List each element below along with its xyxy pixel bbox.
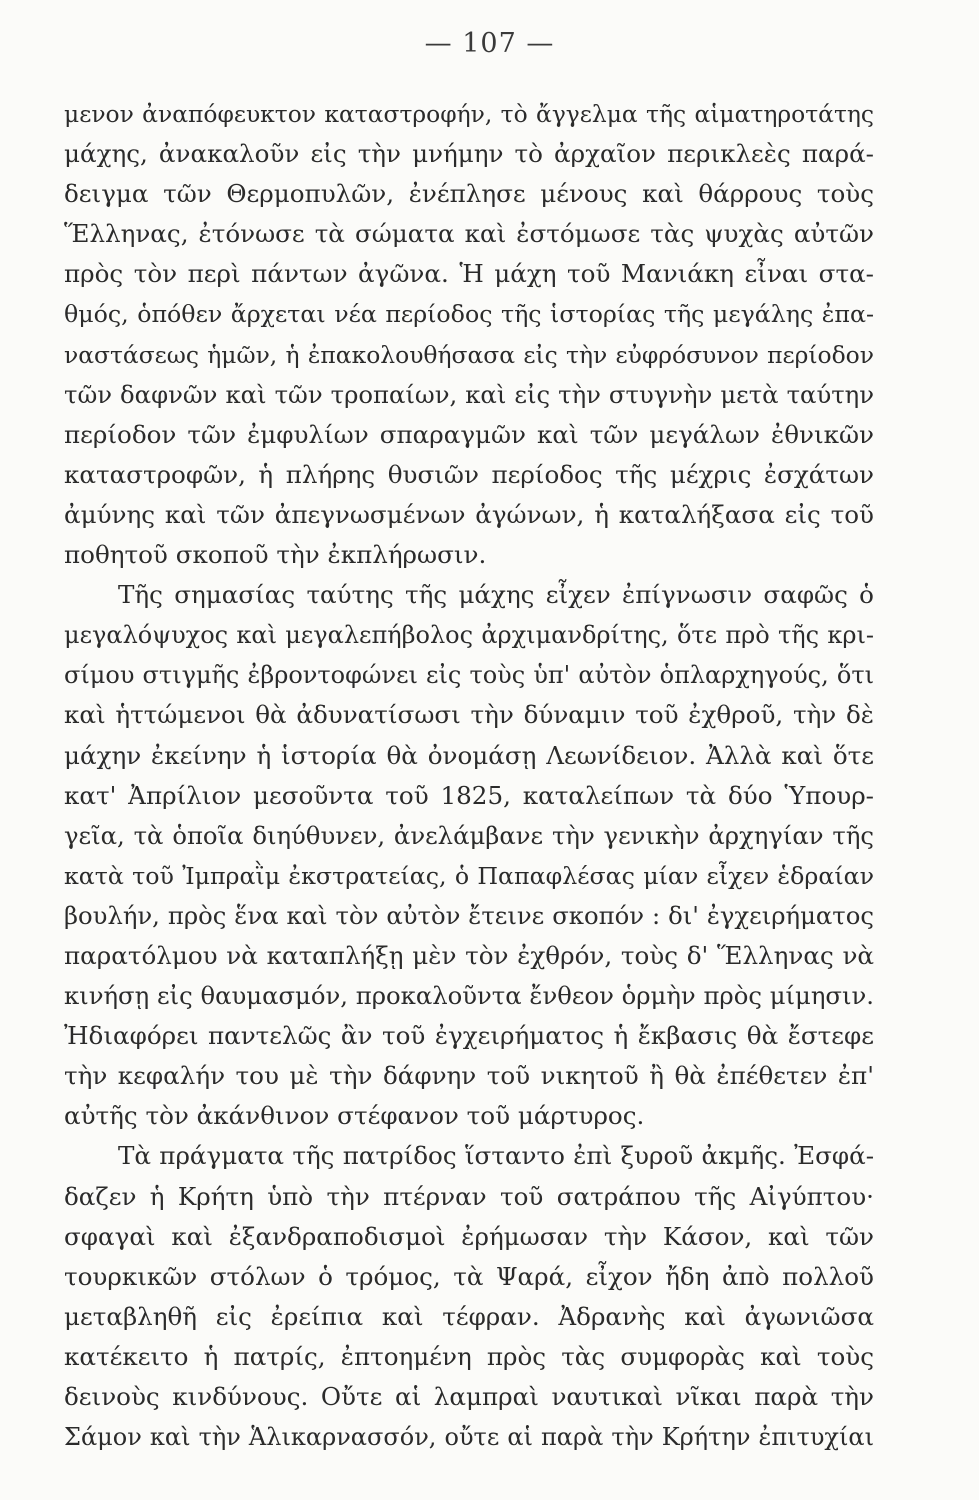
text-line: μεγαλόψυχος καὶ μεγαλεπήβολος ἀρχιμανδρίτης, ὅτε πρὸ τῆς κρι- (64, 621, 874, 650)
text-line: σφαγαὶ καὶ ἐξανδραποδισμοὶ ἐρήμωσαν τὴν Κάσον, καὶ τῶν (64, 1221, 874, 1251)
text-line: αὐτῆς τὸν ἀκάνθινον στέφανον τοῦ μάρτυρος. (64, 1101, 645, 1131)
text-line: μάχην ἐκείνην ἡ ἱστορία θὰ ὀνομάσῃ Λεωνίδειον. Ἀλλὰ καὶ ὅτε (64, 740, 874, 770)
text-line: δεινοὺς κινδύνους. Οὔτε αἱ λαμπραὶ ναυτικαὶ νῖκαι παρὰ τὴν (64, 1382, 874, 1411)
text-line: κατὰ τοῦ Ἰμπραῒμ ἐκστρατείας, ὁ Παπαφλέσας μίαν εἶχεν ἑδραίαν (64, 861, 874, 890)
text-line: περίοδον τῶν ἐμφυλίων σπαραγμῶν καὶ τῶν μεγάλων ἐθνικῶν (64, 419, 874, 449)
text-line: γεῖα, τὰ ὁποῖα διηύθυνεν, ἀνελάμβανε τὴν γενικὴν ἀρχηγίαν τῆς (64, 820, 874, 850)
text-line: Ἕλληνας, ἐτόνωσε τὰ σώματα καὶ ἐστόμωσε τὰς ψυχὰς αὐτῶν (64, 219, 874, 249)
text-line: ποθητοῦ σκοποῦ τὴν ἐκπλήρωσιν. (64, 540, 487, 570)
text-line: δαζεν ἡ Κρήτη ὑπὸ τὴν πτέρναν τοῦ σατράπου τῆς Αἰγύπτου· (64, 1181, 874, 1211)
text-line: μενον ἀναπόφευκτον καταστροφήν, τὸ ἄγγελμα τῆς αἱματηροτάτης (64, 100, 874, 128)
text-line: τῶν δαφνῶν καὶ τῶν τροπαίων, καὶ εἰς τὴν στυγνὴν μετὰ ταύτην (64, 379, 874, 409)
text-line: κατέκειτο ἡ πατρίς, ἐπτοημένη πρὸς τὰς συμφορὰς καὶ τοὺς (64, 1341, 874, 1371)
text-line: καταστροφῶν, ἡ πλήρης θυσιῶν περίοδος τῆς μέχρις ἐσχάτων (64, 459, 874, 489)
text-line: Σάμον καὶ τὴν Ἁλικαρνασσόν, οὔτε αἱ παρὰ τὴν Κρήτην ἐπιτυχίαι (64, 1423, 874, 1452)
text-line: ναστάσεως ἡμῶν, ἡ ἐπακολουθήσασα εἰς τὴν εὐφρόσυνον περίοδον (64, 340, 874, 369)
page-number: — 107 — (424, 28, 555, 59)
text-line: μάχης, ἀνακαλοῦν εἰς τὴν μνήμην τὸ ἀρχαῖον περικλεὲς παρά- (64, 139, 874, 169)
text-line: σίμου στιγμῆς ἐβροντοφώνει εἰς τοὺς ὑπ' αὐτὸν ὁπλαρχηγούς, ὅτι (64, 661, 874, 690)
text-line: Τῆς σημασίας ταύτης τῆς μάχης εἶχεν ἐπίγνωσιν σαφῶς ὁ (118, 580, 874, 610)
text-line: κατ' Ἀπρίλιον μεσοῦντα τοῦ 1825, καταλείπων τὰ δύο Ὑπουρ- (64, 780, 874, 810)
text-line: θμός, ὁπόθεν ἄρχεται νέα περίοδος τῆς ἱστορίας τῆς μεγάλης ἐπα- (64, 300, 874, 329)
text-line: τὴν κεφαλήν του μὲ τὴν δάφνην τοῦ νικητοῦ ἢ θὰ ἐπέθετεν ἐπ' (64, 1061, 874, 1091)
text-line: παρατόλμου νὰ καταπλήξῃ μὲν τὸν ἐχθρόν, τοὺς δ' Ἕλληνας νὰ (64, 940, 874, 970)
body-text (64, 94, 874, 1457)
text-line: Τὰ πράγματα τῆς πατρίδος ἵσταντο ἐπὶ ξυροῦ ἀκμῆς. Ἐσφά- (118, 1141, 874, 1171)
text-line: Ἠδιαφόρει παντελῶς ἂν τοῦ ἐγχειρήματος ἡ ἔκβασις θὰ ἔστεφε (64, 1021, 874, 1051)
text-line: πρὸς τὸν περὶ πάντων ἀγῶνα. Ἡ μάχη τοῦ Μανιάκη εἶναι στα- (64, 259, 874, 289)
text-line: ἀμύνης καὶ τῶν ἀπεγνωσμένων ἀγώνων, ἡ καταλήξασα εἰς τοῦ (64, 499, 874, 529)
text-line: μεταβληθῆ εἰς ἐρείπια καὶ τέφραν. Ἀδρανὴς καὶ ἀγωνιῶσα (64, 1301, 874, 1331)
text-line: καὶ ἡττώμενοι θὰ ἀδυνατίσωσι τὴν δύναμιν τοῦ ἐχθροῦ, τὴν δὲ (64, 700, 874, 730)
text-line: δειγμα τῶν Θερμοπυλῶν, ἐνέπλησε μένους καὶ θάρρους τοὺς (64, 179, 874, 209)
text-line: τουρκικῶν στόλων ὁ τρόμος, τὰ Ψαρά, εἶχον ἤδη ἀπὸ πολλοῦ (64, 1261, 874, 1291)
text-line: βουλήν, πρὸς ἕνα καὶ τὸν αὐτὸν ἔτεινε σκοπόν : δι' ἐγχειρήματος (64, 900, 874, 930)
text-line: κινήσῃ εἰς θαυμασμόν, προκαλοῦντα ἔνθεον ὁρμὴν πρὸς μίμησιν. (64, 981, 874, 1011)
